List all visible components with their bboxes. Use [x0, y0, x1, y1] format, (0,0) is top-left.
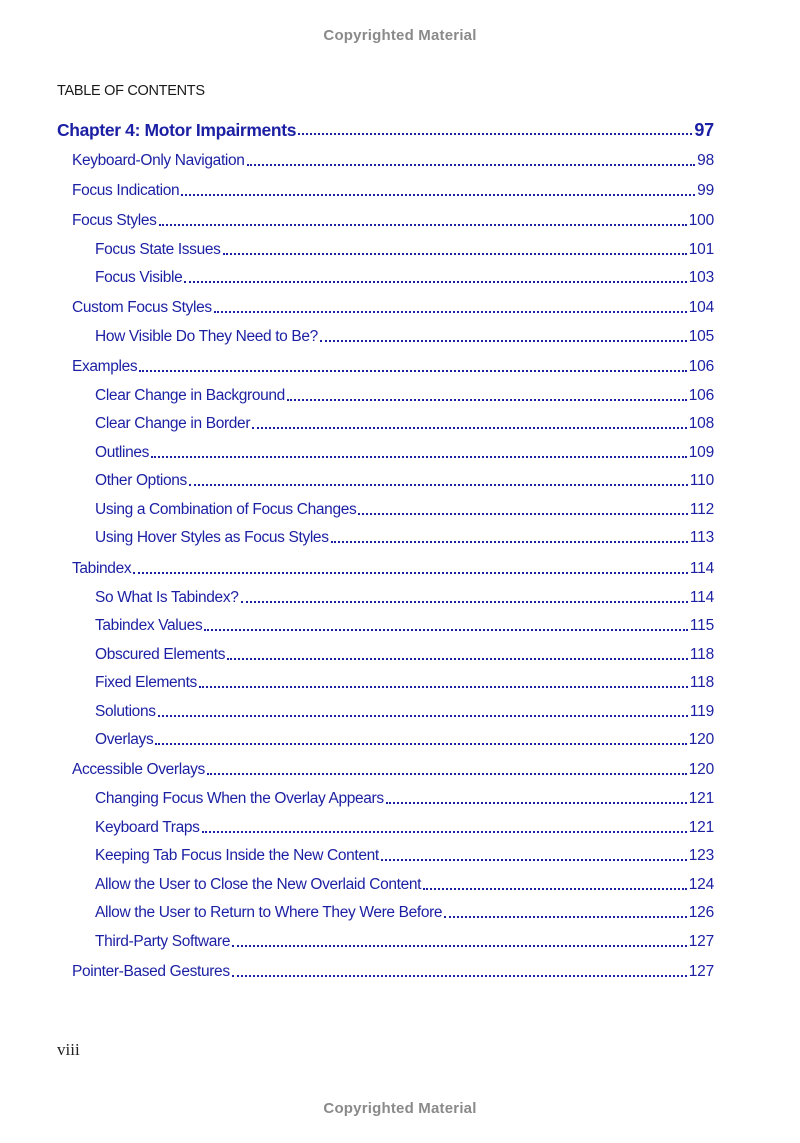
dot-leader: [287, 399, 687, 401]
toc-entry[interactable]: [72, 181, 714, 201]
toc-entry[interactable]: [95, 268, 714, 288]
toc-entry[interactable]: [95, 903, 714, 923]
toc-entry-page: 118: [689, 674, 714, 691]
toc-entry[interactable]: [95, 414, 714, 434]
toc-entry[interactable]: [72, 151, 714, 171]
toc-entry-title: So What Is Tabindex?: [95, 589, 239, 606]
dot-leader: [386, 802, 687, 804]
toc-entry[interactable]: [95, 240, 714, 260]
toc-entry[interactable]: [95, 932, 714, 952]
dot-leader: [207, 773, 687, 775]
dot-leader: [423, 888, 687, 890]
toc-entry-page: 127: [688, 963, 714, 980]
toc-entry[interactable]: [95, 443, 714, 463]
toc-entry[interactable]: [95, 386, 714, 406]
toc-entry-page: 109: [688, 444, 714, 461]
toc-entry-page: 99: [697, 182, 714, 199]
dot-leader: [241, 601, 688, 603]
toc-entry[interactable]: [95, 789, 714, 809]
toc-entry-page: 121: [688, 790, 714, 807]
dot-leader: [232, 945, 687, 947]
toc-entry-title: Chapter 4: Motor Impairments: [57, 120, 297, 140]
toc-entry-page: 121: [688, 819, 714, 836]
dot-leader: [320, 340, 687, 342]
dot-leader: [199, 686, 688, 688]
toc-entry-page: 114: [689, 560, 714, 577]
toc-entry-page: 113: [689, 529, 714, 546]
dot-leader: [358, 513, 687, 515]
toc-entry-title: Overlays: [95, 731, 154, 748]
toc-entry-title: Fixed Elements: [95, 674, 197, 691]
toc-entry-page: 112: [689, 501, 714, 518]
toc-entry-title: Using a Combination of Focus Changes: [95, 501, 357, 518]
toc-entry[interactable]: [95, 702, 714, 722]
dot-leader: [298, 133, 692, 135]
toc-entry[interactable]: [95, 875, 714, 895]
toc-chapter-entry[interactable]: [57, 120, 714, 140]
dot-leader: [189, 484, 688, 486]
toc-entry-page: 120: [688, 731, 714, 748]
toc-entry-title: Clear Change in Background: [95, 387, 285, 404]
toc-entry-title: Solutions: [95, 703, 156, 720]
toc-entry-page: 110: [689, 472, 714, 489]
toc-entry-page: 124: [688, 876, 714, 893]
toc-entry[interactable]: [95, 471, 714, 491]
toc-entry-title: Outlines: [95, 444, 150, 461]
dot-leader: [223, 253, 687, 255]
toc-entry-page: 118: [689, 646, 714, 663]
toc-entry-page: 104: [688, 299, 714, 316]
copyright-footer: Copyrighted Material: [323, 1100, 477, 1117]
toc-entry-title: Focus Indication: [72, 182, 180, 199]
toc-heading: TABLE OF CONTENTS: [57, 83, 205, 99]
toc-entry-page: 115: [689, 617, 714, 634]
toc-entry[interactable]: [95, 846, 714, 866]
toc-entry-page: 97: [694, 120, 714, 140]
toc-entry-page: 98: [697, 152, 714, 169]
toc-entry-title: Clear Change in Border: [95, 415, 251, 432]
dot-leader: [204, 629, 688, 631]
dot-leader: [133, 572, 688, 574]
toc-entry[interactable]: [95, 588, 714, 608]
toc-entry-title: Obscured Elements: [95, 646, 226, 663]
toc-entry-page: 119: [689, 703, 714, 720]
dot-leader: [151, 456, 687, 458]
dot-leader: [214, 311, 687, 313]
dot-leader: [381, 859, 687, 861]
toc-entry-page: 106: [688, 358, 714, 375]
toc-entry-page: 100: [688, 212, 714, 229]
toc-entry-title: Examples: [72, 358, 138, 375]
copyright-header: Copyrighted Material: [323, 27, 477, 44]
dot-leader: [155, 743, 686, 745]
dot-leader: [159, 224, 687, 226]
toc-entry[interactable]: [72, 298, 714, 318]
toc-entry-page: 106: [688, 387, 714, 404]
toc-entry-title: Focus State Issues: [95, 241, 221, 258]
toc-entry-title: Changing Focus When the Overlay Appears: [95, 790, 384, 807]
dot-leader: [158, 715, 688, 717]
toc-entry-page: 114: [689, 589, 714, 606]
toc-entry[interactable]: [95, 818, 714, 838]
toc-entry-title: Pointer-Based Gestures: [72, 963, 230, 980]
toc-entry-page: 120: [688, 761, 714, 778]
dot-leader: [247, 164, 696, 166]
toc-entry[interactable]: [72, 962, 714, 982]
toc-entry-page: 103: [688, 269, 714, 286]
toc-entry-title: Custom Focus Styles: [72, 299, 212, 316]
toc-entry[interactable]: [95, 616, 714, 636]
toc-entry-title: Allow the User to Return to Where They Were Before: [95, 904, 443, 921]
toc-entry-title: Tabindex Values: [95, 617, 203, 634]
toc-entry[interactable]: [95, 645, 714, 665]
toc-entry-page: 126: [688, 904, 714, 921]
dot-leader: [181, 194, 695, 196]
toc-entry-title: How Visible Do They Need to Be?: [95, 328, 318, 345]
toc-entry[interactable]: [72, 760, 714, 780]
toc-entry-title: Keyboard-Only Navigation: [72, 152, 245, 169]
toc-entry-title: Tabindex: [72, 560, 132, 577]
toc-entry[interactable]: [95, 730, 714, 750]
toc-entry-title: Keyboard Traps: [95, 819, 200, 836]
toc-entry-title: Other Options: [95, 472, 187, 489]
page-number: viii: [57, 1040, 80, 1059]
toc-entry-title: Using Hover Styles as Focus Styles: [95, 529, 329, 546]
toc-entry-page: 108: [688, 415, 714, 432]
dot-leader: [139, 370, 686, 372]
dot-leader: [184, 281, 686, 283]
toc-entry-page: 123: [688, 847, 714, 864]
dot-leader: [202, 831, 687, 833]
dot-leader: [232, 975, 687, 977]
toc-entry-title: Focus Styles: [72, 212, 157, 229]
toc-entry[interactable]: [95, 673, 714, 693]
toc-entry-title: Accessible Overlays: [72, 761, 205, 778]
toc-entry-title: Keeping Tab Focus Inside the New Content: [95, 847, 379, 864]
toc-entry[interactable]: [95, 327, 714, 347]
toc-entry[interactable]: [95, 528, 714, 548]
toc-entry[interactable]: [72, 211, 714, 231]
toc-entry-page: 105: [688, 328, 714, 345]
toc-entry-title: Focus Visible: [95, 269, 183, 286]
toc-entry[interactable]: [72, 357, 714, 377]
toc-entry-page: 127: [688, 933, 714, 950]
dot-leader: [227, 658, 688, 660]
dot-leader: [444, 916, 687, 918]
dot-leader: [252, 427, 687, 429]
toc-entry[interactable]: [95, 500, 714, 520]
dot-leader: [331, 541, 688, 543]
toc-entry-title: Allow the User to Close the New Overlaid Content: [95, 876, 422, 893]
toc-entry-title: Third-Party Software: [95, 933, 231, 950]
toc-entry-page: 101: [688, 241, 714, 258]
toc-entry[interactable]: [72, 559, 714, 579]
